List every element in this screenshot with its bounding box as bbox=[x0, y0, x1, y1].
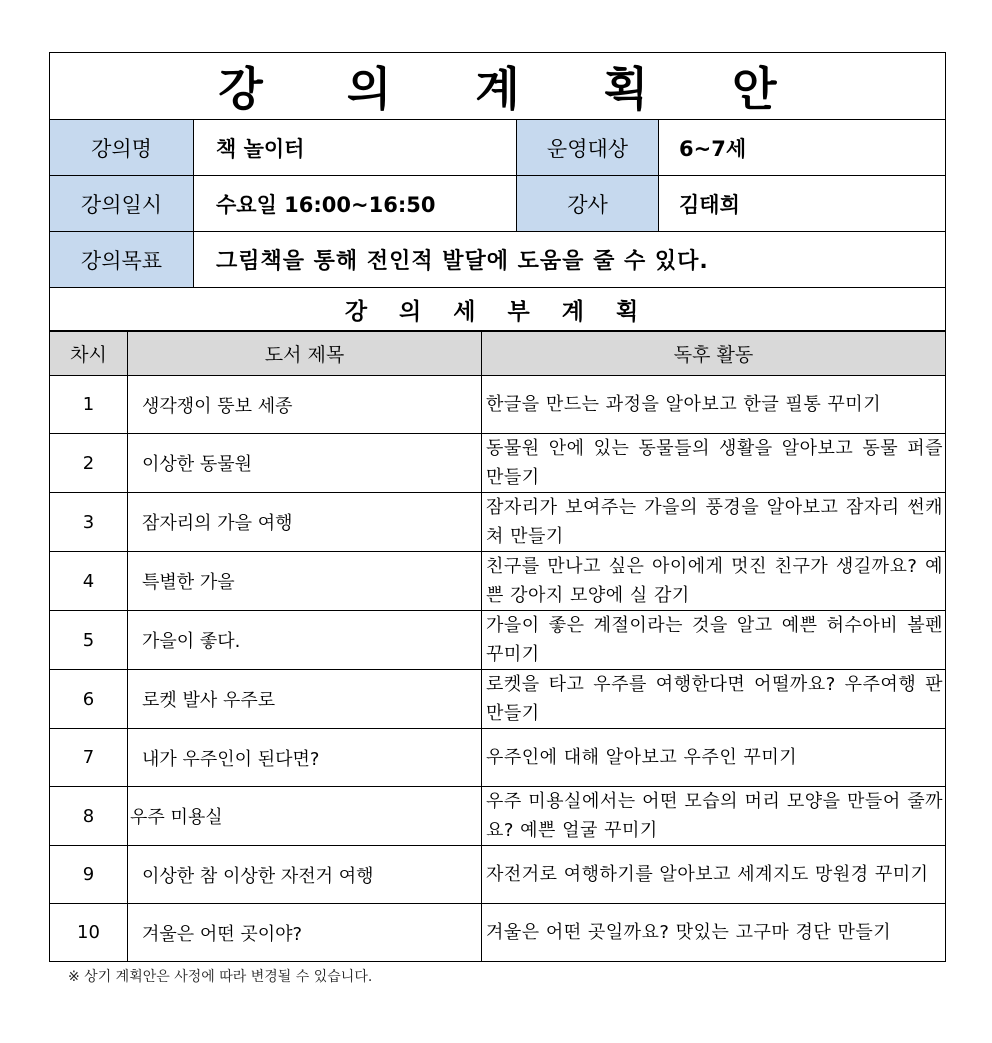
document-title: 강 의 계 획 안 bbox=[50, 53, 946, 120]
table-row bbox=[50, 904, 946, 962]
teacher-value: 김태희 bbox=[659, 176, 946, 232]
reading-activity: 우주 미용실에서는 어떤 모습의 머리 모양을 만들어 줄까요? 예쁜 얼굴 꾸미기 bbox=[482, 787, 946, 846]
teacher-label: 강사 bbox=[517, 176, 659, 232]
detail-plan-title: 강 의 세 부 계 획 bbox=[50, 288, 946, 331]
book-title: 우주 미용실 bbox=[128, 787, 482, 846]
detail-plan-table bbox=[49, 331, 946, 962]
table-row bbox=[50, 670, 946, 729]
table-row bbox=[50, 552, 946, 611]
target-label: 운영대상 bbox=[517, 120, 659, 176]
reading-activity: 우주인에 대해 알아보고 우주인 꾸미기 bbox=[482, 729, 946, 787]
session-number: 7 bbox=[50, 729, 128, 787]
column-header-session: 차시 bbox=[50, 332, 128, 376]
session-number: 5 bbox=[50, 611, 128, 670]
column-header-activity: 독후 활동 bbox=[482, 332, 946, 376]
book-title: 특별한 가을 bbox=[128, 552, 482, 611]
session-number: 2 bbox=[50, 434, 128, 493]
reading-activity: 가을이 좋은 계절이라는 것을 알고 예쁜 허수아비 볼펜 꾸미기 bbox=[482, 611, 946, 670]
course-name-value: 책 놀이터 bbox=[194, 120, 517, 176]
reading-activity: 자전거로 여행하기를 알아보고 세계지도 망원경 꾸미기 bbox=[482, 846, 946, 904]
goal-label: 강의목표 bbox=[50, 232, 194, 288]
book-title: 가을이 좋다. bbox=[128, 611, 482, 670]
reading-activity: 잠자리가 보여주는 가을의 풍경을 알아보고 잠자리 썬캐쳐 만들기 bbox=[482, 493, 946, 552]
reading-activity: 한글을 만드는 과정을 알아보고 한글 필통 꾸미기 bbox=[482, 376, 946, 434]
table-row bbox=[50, 787, 946, 846]
footnote: ※ 상기 계획안은 사정에 따라 변경될 수 있습니다. bbox=[68, 969, 373, 985]
book-title: 로켓 발사 우주로 bbox=[128, 670, 482, 729]
table-row bbox=[50, 434, 946, 493]
table-row bbox=[50, 611, 946, 670]
book-title: 잠자리의 가을 여행 bbox=[128, 493, 482, 552]
session-number: 8 bbox=[50, 787, 128, 846]
book-title: 이상한 참 이상한 자전거 여행 bbox=[128, 846, 482, 904]
session-number: 1 bbox=[50, 376, 128, 434]
info-table bbox=[49, 52, 946, 331]
book-title: 내가 우주인이 된다면? bbox=[128, 729, 482, 787]
schedule-label: 강의일시 bbox=[50, 176, 194, 232]
book-title: 생각쟁이 뚱보 세종 bbox=[128, 376, 482, 434]
table-row bbox=[50, 493, 946, 552]
lesson-plan-sheet bbox=[49, 52, 945, 962]
session-number: 9 bbox=[50, 846, 128, 904]
book-title: 이상한 동물원 bbox=[128, 434, 482, 493]
goal-value: 그림책을 통해 전인적 발달에 도움을 줄 수 있다. bbox=[194, 232, 946, 288]
reading-activity: 친구를 만나고 싶은 아이에게 멋진 친구가 생길까요? 예쁜 강아지 모양에 실 감기 bbox=[482, 552, 946, 611]
table-row bbox=[50, 846, 946, 904]
session-number: 4 bbox=[50, 552, 128, 611]
session-number: 3 bbox=[50, 493, 128, 552]
table-header-row bbox=[50, 332, 946, 376]
course-name-label: 강의명 bbox=[50, 120, 194, 176]
reading-activity: 동물원 안에 있는 동물들의 생활을 알아보고 동물 퍼즐 만들기 bbox=[482, 434, 946, 493]
reading-activity: 로켓을 타고 우주를 여행한다면 어떨까요? 우주여행 판 만들기 bbox=[482, 670, 946, 729]
book-title: 겨울은 어떤 곳이야? bbox=[128, 904, 482, 962]
column-header-book: 도서 제목 bbox=[128, 332, 482, 376]
table-row bbox=[50, 729, 946, 787]
session-number: 10 bbox=[50, 904, 128, 962]
schedule-value: 수요일 16:00~16:50 bbox=[194, 176, 517, 232]
table-row bbox=[50, 376, 946, 434]
reading-activity: 겨울은 어떤 곳일까요? 맛있는 고구마 경단 만들기 bbox=[482, 904, 946, 962]
target-value: 6~7세 bbox=[659, 120, 946, 176]
session-number: 6 bbox=[50, 670, 128, 729]
